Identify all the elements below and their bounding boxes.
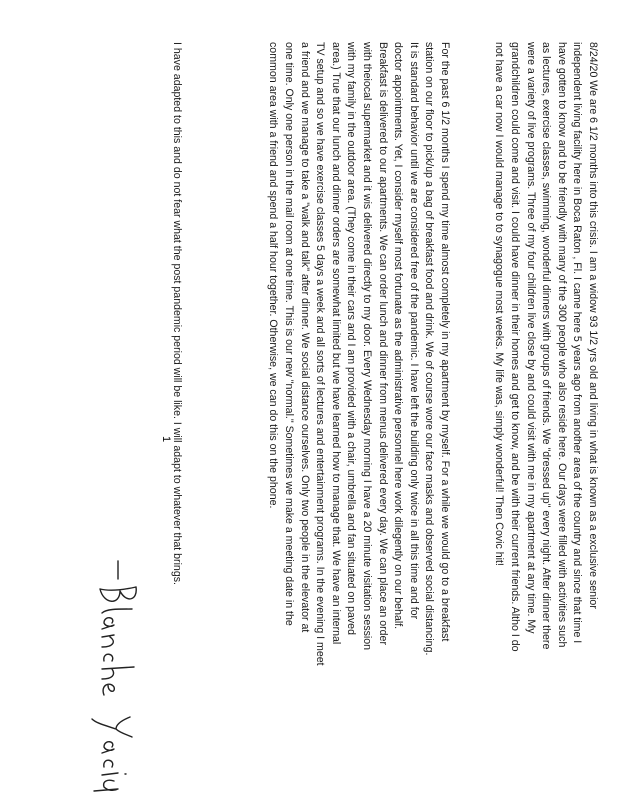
text-line: were a variety of live programs. Three of my four children live close by and could visit with me in my apartment at any time. My (524, 42, 537, 634)
text-line: TV setup and so we have exercise classes 5 days a week and all sorts of lectures and entertainment programs. In the evening I meet (314, 42, 327, 666)
text-line: area.) True that our lunch and dinner orders are somewhat limited but we have learned how to manage that. We have an internal (329, 42, 342, 645)
paragraph-1 (491, 42, 600, 802)
text-line: not have a car now I would manage to to synagogue most weeks. My life was, simply wonderful! Then Covic hit! (493, 42, 506, 566)
text-line: doctor appointments. Yet, I consider myself most fortunate as the administrative personnel here work dilegently on our behalf. (392, 42, 405, 630)
text-line: as lectures, exercise classes, swimming, wonderful dinners with groups of friends. We "dressed up" every night. After dinner there (540, 42, 553, 650)
page-number-text: 1 (160, 436, 172, 443)
paragraph-3 (168, 42, 184, 802)
text-line: have gotten to know and to be friendly with many of the 300 people who also reside here. Our days were filled with activities such (555, 42, 568, 648)
text-line: one time. Only one person in the mail room at one time. This is our new "normal." Sometimes we make a meeting date in the (283, 42, 296, 626)
paragraph-2 (265, 42, 452, 802)
text-line: 8/24/20 We are 6 1/2 months into this crisis. I am a widow 93 1/2 yrs old and living in what is known as a exclusive senior (587, 42, 599, 609)
text-line: grandchildren could come and visit. I could have dinner in their homes and get to know, and be with their current friends. Altho I do (509, 42, 522, 652)
page-number (160, 436, 172, 442)
text-line: with my family in the outdoor area. (They come in their cars and I am provided with a chair, umbrella and fan situated on paved (345, 42, 358, 635)
text-line: independent living facility here in Boca Raton , Fl. I came here 5 years ago from another area of the country and since that time I (571, 42, 584, 644)
text-line: a friend and we manage to take a "walk and talk" after dinner. We social distance ourselves. Only two people in the elevator at (298, 42, 311, 633)
text-line: Breakfast is delivered to our apartments. We can order lunch and dinner from menus delivered every day. We can place an order (376, 42, 389, 645)
text-line: station on our floor to pick/up a bag of breakfast food and drink. We of course wore our face masks and observed social distancing. (423, 42, 436, 656)
text-line: It is standard behavior until we are considered free of the pandemic. I have left the building only twice in all this time and for (407, 42, 420, 620)
handwritten-signature (88, 557, 148, 797)
letter-body (40, 42, 600, 802)
text-line: with theiocal supermarket and it wis delivered directly to my door. Every Wednesday morning I have a 20 minute visitation session (361, 42, 374, 651)
text-line: I have adapted to this and do not fear what the post pandemic period will be like. I will adapt to whatever that brings. (171, 42, 183, 585)
text-line: For the past 6 1/2 months I spend my time almost completely in my apartment by myself. For a while we would go to a breakfast (439, 42, 451, 642)
text-line: common area with a friend and spend a half hour together. Otherwise, we can do this on the phone. (267, 42, 280, 509)
signature-drawing (88, 557, 148, 797)
